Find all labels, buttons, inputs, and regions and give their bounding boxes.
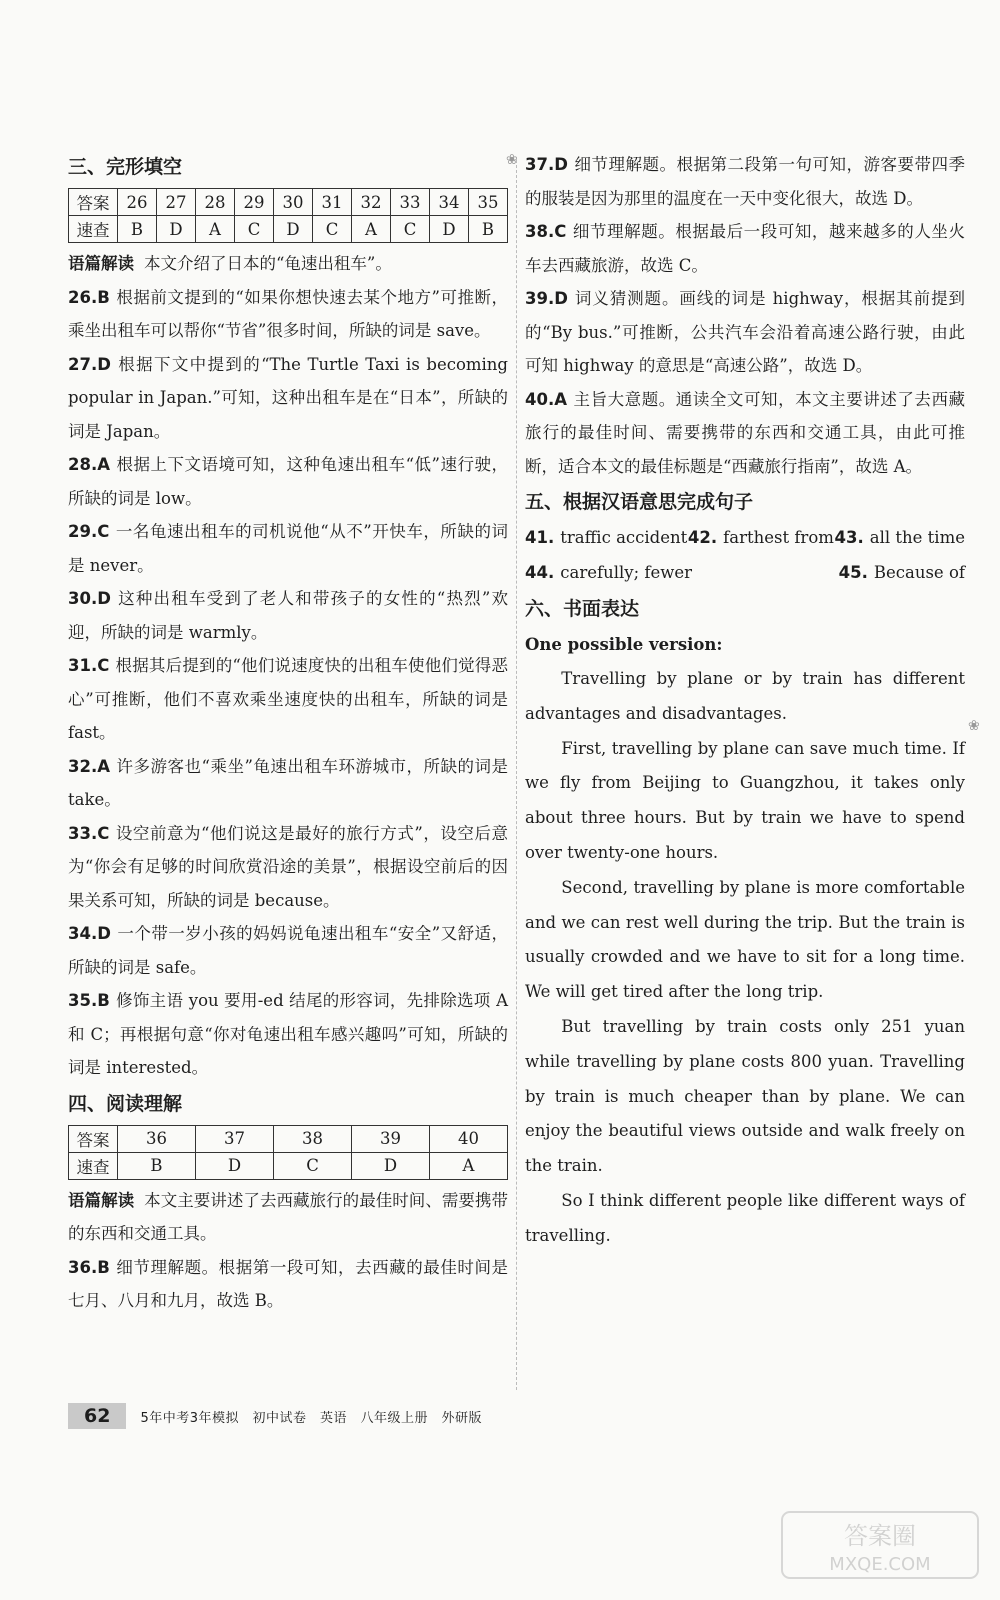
question-number-cell: 30 [274,189,313,216]
sentence-answers [525,521,965,590]
answer-cell: B [118,216,157,243]
table-header-quickcheck: 速查 [69,1152,118,1179]
item-text: 根据下文中提到的“The Turtle Taxi is becoming popular in Japan.”可知，这种出租车是在“日本”，所缺的词是 Japan。 [68,354,508,441]
question-number-cell: 29 [235,189,274,216]
explanation-item [525,282,965,383]
explanation-item [525,215,965,282]
section-title-sentences: 五、根据汉语意思完成句子 [525,491,754,513]
table-header-quickcheck: 速查 [69,216,118,243]
item-number: 32.A [68,756,110,776]
question-number-cell: 37 [196,1125,274,1152]
essay-paragraph: So I think different people like different ways of travelling. [525,1190,965,1245]
explanation-item [68,515,508,582]
analysis-label: 语篇解读 [68,254,134,273]
item-text: carefully; fewer [560,562,693,582]
item-text: 词义猜测题。画线的词是 highway，根据其前提到的“By bus.”可推断，公共汽车会沿着高速公路行驶，由此可知 highway 的意思是“高速公路”，故选 D。 [525,289,965,375]
essay-paragraph: But travelling by train costs only 251 yuan while travelling by plane costs 800 yuan. Travelling by train is much cheaper than by plane. We can enjoy the beautiful views outside and walk freely on the train. [525,1016,965,1176]
item-number: 30.D [68,589,111,608]
item-number: 28.A [68,455,110,474]
page-footer [68,1400,588,1432]
question-number-cell: 36 [118,1125,196,1152]
table-header-answer: 答案 [69,189,118,216]
analysis-text: 本文介绍了日本的“龟速出租车”。 [144,254,392,273]
answer-cell: D [274,216,313,243]
leaf-ornament-icon: ❀ [506,152,518,168]
right-column [525,148,965,1254]
left-column [68,148,508,1318]
section-title-reading: 四、阅读理解 [68,1092,183,1115]
item-number: 45. [838,562,868,582]
question-number-cell: 38 [274,1125,352,1152]
sentence-answer [525,521,687,556]
analysis-label: 语篇解读 [68,1190,135,1210]
leaf-ornament-icon: ❀ [968,718,980,734]
explanation-item [68,649,508,750]
item-number: 36.B [68,1257,110,1277]
answer-cell: C [235,216,274,243]
section-title-writing: 六、书面表达 [525,598,640,620]
item-number: 39.D [525,289,568,308]
answer-cell: D [157,216,196,243]
item-number: 35.B [68,991,110,1010]
item-text: Because of [873,562,965,582]
section-title-cloze: 三、完形填空 [68,156,183,178]
explanation-item [525,383,965,484]
item-number: 40.A [525,389,567,409]
explanation-item [68,582,508,649]
analysis-text: 本文主要讲述了去西藏旅行的最佳时间、需要携带的东西和交通工具。 [68,1190,509,1243]
explanation-item [68,348,508,449]
column-divider [516,160,517,1390]
answer-cell: D [352,1152,430,1179]
explanation-item [68,281,508,348]
item-text: 这种出租车受到了老人和带孩子的女性的“热烈”欢迎，所缺的词是 warmly。 [68,589,508,642]
explanation-list [525,148,965,483]
answer-cell: C [313,216,352,243]
item-text: 设空前意为“他们说这是最好的旅行方式”，设空后意为“你会有足够的时间欣赏沿途的美景”，根据设空前后的因果关系可知，所缺的词是 because。 [68,823,508,910]
explanation-item [68,984,508,1085]
item-number: 29.C [68,522,110,541]
item-number: 41. [525,528,555,547]
watermark-logo [780,1510,980,1580]
item-text: 根据上下文语境可知，这种龟速出租车“低”速行驶，所缺的词是 low。 [68,455,508,508]
item-text: 一个带一岁小孩的妈妈说龟速出租车“安全”又舒适，所缺的词是 safe。 [68,924,508,977]
sentence-answer [525,556,692,591]
answer-cell: A [352,216,391,243]
answer-cell: C [391,216,430,243]
item-text: 细节理解题。根据第二段第一句可知，游客要带四季的服装是因为那里的温度在一天中变化很大，故选 D。 [525,155,965,208]
version-label: One possible version: [525,635,723,654]
item-number: 37.D [525,155,568,174]
answer-cell: D [430,216,469,243]
answer-cell: D [196,1152,274,1179]
essay-paragraph: Second, travelling by plane is more comfortable and we can rest well during the trip. But the train is usually crowded and we have to sit for a long time. We will get tired after the long trip. [525,877,965,1002]
explanation-item [525,148,965,215]
passage-analysis [68,1184,508,1251]
item-number: 43. [834,528,864,547]
question-number-cell: 34 [430,189,469,216]
explanation-item [68,448,508,515]
explanation-item [68,817,508,918]
answer-table-cloze [68,188,508,243]
essay [525,662,965,1254]
svg-text:MXQE.COM: MXQE.COM [829,1554,931,1575]
item-number: 34.D [68,924,111,943]
question-number-cell: 39 [352,1125,430,1152]
item-text: 一名龟速出租车的司机说他“从不”开快车，所缺的词是 never。 [68,522,508,575]
question-number-cell: 31 [313,189,352,216]
passage-analysis [68,247,508,281]
item-number: 42. [687,528,718,547]
item-number: 33.C [68,823,110,843]
answer-cell: C [274,1152,352,1179]
item-number: 44. [525,562,555,582]
answer-cell: A [430,1152,508,1179]
item-number: 38.C [525,222,567,241]
sentence-answer [688,521,834,556]
item-text: 根据前文提到的“如果你想快速去某个地方”可推断，乘坐出租车可以帮你“节省”很多时间，所缺的词是 save。 [68,287,508,340]
answer-cell: B [118,1152,196,1179]
page-number: 62 [68,1403,126,1429]
explanation-item [68,1251,508,1318]
item-text: 根据其后提到的“他们说速度快的出租车使他们觉得恶心”可推断，他们不喜欢乘坐速度快的出租车，所缺的词是 fast。 [68,656,508,742]
question-number-cell: 35 [469,189,508,216]
item-text: 主旨大意题。通读全文可知，本文主要讲述了去西藏旅行的最佳时间、需要携带的东西和交通工具，由此可推断，适合本文的最佳标题是“西藏旅行指南”，故选 A。 [525,389,965,476]
answer-table-reading [68,1125,508,1180]
item-text: all the time [869,528,965,547]
question-number-cell: 27 [157,189,196,216]
essay-paragraph: First, travelling by plane can save much time. If we fly from Beijing to Guangzhou, it takes only about three hours. But by train we have to spend over twenty-one hours. [525,738,965,862]
item-number: 27.D [68,354,111,374]
answer-cell: A [196,216,235,243]
sentence-answer [839,556,965,591]
question-number-cell: 26 [118,189,157,216]
item-text: 细节理解题。根据第一段可知，去西藏的最佳时间是七月、八月和九月，故选 B。 [68,1257,508,1310]
item-text: traffic accident [560,528,688,547]
essay-paragraph: Travelling by plane or by train has different advantages and disadvantages. [525,669,965,723]
item-text: farthest from [723,528,834,547]
item-number: 31.C [68,656,110,675]
sentence-answer [835,521,965,556]
question-number-cell: 28 [196,189,235,216]
explanation-list [68,281,508,1085]
book-title: 5年中考3年模拟 初中试卷 英语 八年级上册 外研版 [140,1410,482,1426]
question-number-cell: 40 [430,1125,508,1152]
answer-cell: B [469,216,508,243]
item-number: 26.B [68,287,110,307]
explanation-item [68,750,508,817]
explanation-item [68,917,508,984]
table-header-answer: 答案 [69,1125,118,1152]
item-text: 细节理解题。根据最后一段可知，越来越多的人坐火车去西藏旅游，故选 C。 [525,222,965,275]
question-number-cell: 33 [391,189,430,216]
item-text: 许多游客也“乘坐”龟速出租车环游城市，所缺的词是 take。 [68,756,508,809]
question-number-cell: 32 [352,189,391,216]
svg-text:答案圈: 答案圈 [844,1522,916,1550]
item-text: 修饰主语 you 要用-ed 结尾的形容词，先排除选项 A 和 C；再根据句意“你对龟速出租车感兴趣吗”可知，所缺的词是 interested。 [68,991,508,1077]
